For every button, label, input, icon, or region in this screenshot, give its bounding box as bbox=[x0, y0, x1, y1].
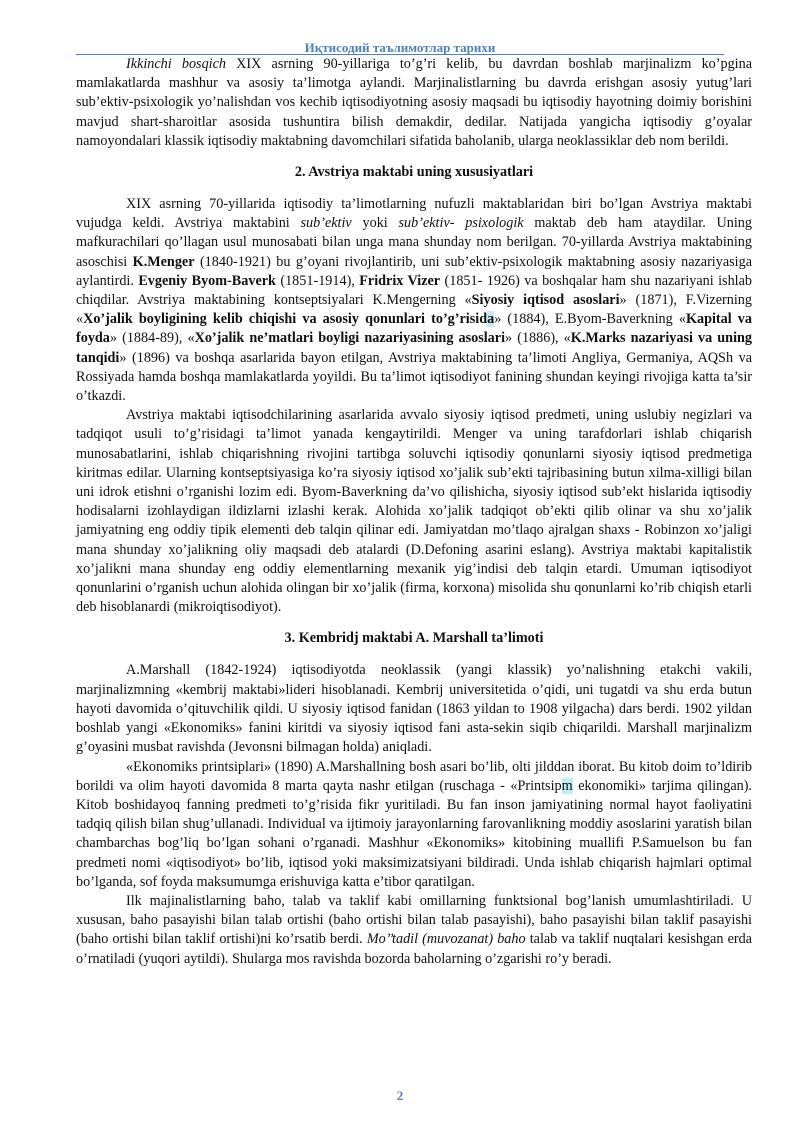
text-run: talab va taklif nuqtalari kesishgan erda o’rnatiladi (yuqori aytildi). Shularga mos ravishda bozorda baholarning o’zgarishi ro’y beradi. bbox=[76, 931, 752, 967]
text-run: » (1871), F.Vizerning « bbox=[76, 292, 752, 328]
paragraph-marshall-bio: A.Marshall (1842-1924) iqtisodiyotda neoklassik (yangi klassik) yo’nalishning etakchi vakili, marjinalizmning «kembrij maktabi»lideri hisoblanadi. Kembrij universitetida o’qidi, uni tugatdi va shu erda butun hayoti davomida o’qituvchilik qildi. U siyosiy iqtisod fanidan (1863 yildan to 1908 yilgacha) dars berdi. 1902 yildan boshlab yangi «Ekonomiks» fanini kiritdi va siyosiy iqtisod fani asta-sekin siqib chiqarildi. Marshall marjinalizm g’oyasini musbat ravishda (Jevonsni bilmagan holda) aniqladi. bbox=[76, 662, 752, 756]
text-run: (1851- 1926) va boshqalar ham shu nazariyani ishlab chiqdilar. Avstriya maktabining kontseptsiyalari K.Mengerning « bbox=[76, 272, 752, 309]
paragraph-second-stage bbox=[76, 55, 752, 151]
bold-run: K.Marks nazariyasi va uning tanqidi bbox=[76, 330, 753, 366]
text-run: (1840-1921) bu g’oyani rivojlantirib, uni sub’ektiv-psixologik maktabning asosiy nazariyasiga aylantirdi. bbox=[76, 253, 752, 289]
italic-run: sub’ektiv- psixologik bbox=[398, 215, 524, 232]
highlighted-run: m bbox=[561, 777, 573, 794]
bold-run: Evgeniy Byom-Baverk bbox=[138, 272, 276, 289]
paragraph-austria-intro bbox=[76, 195, 752, 406]
text-run: » (1884-89), « bbox=[109, 330, 195, 347]
italic-lead: Ikkinchi bosqich bbox=[126, 56, 226, 72]
paragraph-text: XIX asrning 90-yillariga to’g’ri kelib, bu davrdan boshlab marjinalizm ko’pgina mamlakatlarda mashhur va asosiy ta’limotga aylandi. Marjinalistlarning bu davrda erishgan asosiy yutug’lari sub’ektiv-psixologik yo’nalishdan vos kechib iqtisodiyotning asosiy maqsadi bu iqtisodiy hayotning doimiy borishini mavjud shart-sharoitlar asosida tushuntira bilish demakdir, dedilar. Natijada yangicha iqtisodiy g’oyalar namoyondalari klassik iqtisodiy maktabning davomchilari sifatida baholanib, ularga neoklassiklar deb nom berildi. bbox=[76, 56, 752, 149]
text-run: «Ekonomiks printsiplari» (1890) A.Marshallning bosh asari bo’lib, olti jilddan iborat. Bu kitob doim to’ldirib borildi va olim hayoti davomida 8 marta qayta nashr etilgan (ruschaga - «Printsip bbox=[76, 758, 752, 794]
text-run: (1851-1914), bbox=[275, 272, 360, 289]
section-heading-austria: 2. Avstriya maktabi uning xususiyatlari bbox=[294, 164, 534, 181]
paragraph-austria-method: Avstriya maktabi iqtisodchilarining asarlarida avvalo siyosiy iqtisod predmeti, uning uslubiy negizlari va tadqiqot usuli to’g’risidagi ta’limot yanada kengaytirildi. Menger va uning tarafdorlari ishlab chiqarish munosabatlarini, ishlab chiqarishning rivojini tartibga soluvchi iqtisodiy qonunlarni siyosiy iqtisod predmetiga kiritmas edilar. Ularning kontseptsiyasiga ko’ra siyosiy iqtisod xo’jalik sub’ekti tajribasining butun xilma-xilligi bilan uni idrok etishni o’rganishi lozim edi. Byom-Baverkning da’vo qilishicha, siyosiy iqtisod sub’ekt hislarida iqtisodiy hodisalarni izohlaydigan ildizlarni izlashi kerak. Alohida xo’jalik tadqiqot ob’ekti qilib olinar va shu xo’jalik jamiyatning eng oddiy tipik elementi deb talqin qilinar edi. Jamiyatdan mo’tlaqo ajralgan shaxs - Robinzon xo’jaligi mana shunday xo’jalikning oliy maqsadi deb atalardi (D.Defoning asarini eslang). Avstriya maktabi kapitalistik xo’jalikni mana shunday eng oddiy elementlarning mexanik yig’indisi deb talqin etardi. Umuman iqtisodiyot qonunlarini o’rganish uchun alohida olingan bir xo’jalik (firma, korxona) misolida shu qonunlarni ko’rib chiqish etarli deb hisoblanardi (mikroiqtisodiyot). bbox=[76, 407, 752, 616]
text-run: » (1884), E.Byom-Baverkning « bbox=[494, 311, 686, 328]
bold-run: K.Menger bbox=[132, 253, 195, 270]
text-run: » (1886), « bbox=[505, 330, 571, 347]
bold-run: Xo’jalik boyligining kelib chiqishi va asosiy qonunlari to’g’risid bbox=[83, 311, 488, 328]
text-run: ekonomiki» tarjima qilingan). Kitob boshidayoq fanning predmeti to’g’risida fikr yuritiladi. Bu fan inson jamiyatining normal hayot faoliyatini tadqiq qilish bilan shug’ullanadi. Individual va ijtimoiy jarayonlarning farovanlikning moddiy asoslarini yaratish bilan chambarchas bog’liq bo’lgan sohani o’rganadi. Mashhur «Ekonomiks» kitobining muallifi P.Samuelson bu fan predmeti nomi «iqtisodiyot» bo’lib, iqtisod yoki maksimizatsiyani bildiradi. Unda ishlab chiqarish hajmlari optimal bo’lganda, sof foyda maksumumga erishuviga katta e’tibor qaratilgan. bbox=[76, 777, 752, 890]
text-run: Ilk majinalistlarning baho, talab va taklif kabi omillarning funktsional bog’lanish umumlashtiriladi. U xususan, baho pasayishi bilan talab ortishi (baho ortishi bilan talab pasayishi), baho pasayishi bilan taklif pasayishi (baho ortishi bilan taklif ortishi)ni ko’rsatib berdi. bbox=[76, 892, 752, 948]
document-body bbox=[76, 55, 752, 969]
italic-run: sub’ektiv bbox=[300, 215, 352, 232]
italic-run: Mo’’tadil (muvozanat) baho bbox=[366, 931, 526, 948]
bold-run: Fridrix Vizer bbox=[359, 272, 441, 289]
text-run: maktab deb ham ataydilar. Uning mafkurachilari qo’llagan usul munosabati bilan unga mana shunday nom berilgan. 70-yillarda Avstriya maktabining asoschisi bbox=[76, 215, 752, 270]
paragraph-price-supply-demand bbox=[76, 892, 752, 969]
text-run: yoki bbox=[351, 215, 399, 232]
paragraph-economics-principles bbox=[76, 758, 752, 892]
section-heading-cambridge: 3. Kembridj maktabi A. Marshall ta’limoti bbox=[284, 630, 544, 647]
bold-run: Xo’jalik ne’matlari boyligi nazariyasining asoslari bbox=[194, 330, 506, 347]
text-run: XIX asrning 70-yillarida iqtisodiy ta’limotlarning nufuzli maktablaridan biri bo’lgan Avstriya maktabi vujudga keldi. Avstriya maktabini bbox=[76, 196, 752, 232]
running-header: Иқтисодий таълимотлар тарихи bbox=[304, 40, 496, 55]
highlighted-run: a bbox=[487, 311, 495, 328]
bold-run: Kapital va foyda bbox=[76, 311, 752, 347]
page-number: 2 bbox=[396, 1088, 404, 1103]
bold-run: Siyosiy iqtisod asoslari bbox=[471, 292, 620, 309]
text-run: » (1896) va boshqa asarlarida bayon etilgan, Avstriya maktabining ta’limoti Angliya, Germaniya, AQSh va Rossiyada hamda boshqa mamlakatlarda yoyildi. Bu ta’limot iqtisodiyot fanining shundan keyingi rivojiga katta ta’sir o’tkazdi. bbox=[76, 349, 752, 405]
